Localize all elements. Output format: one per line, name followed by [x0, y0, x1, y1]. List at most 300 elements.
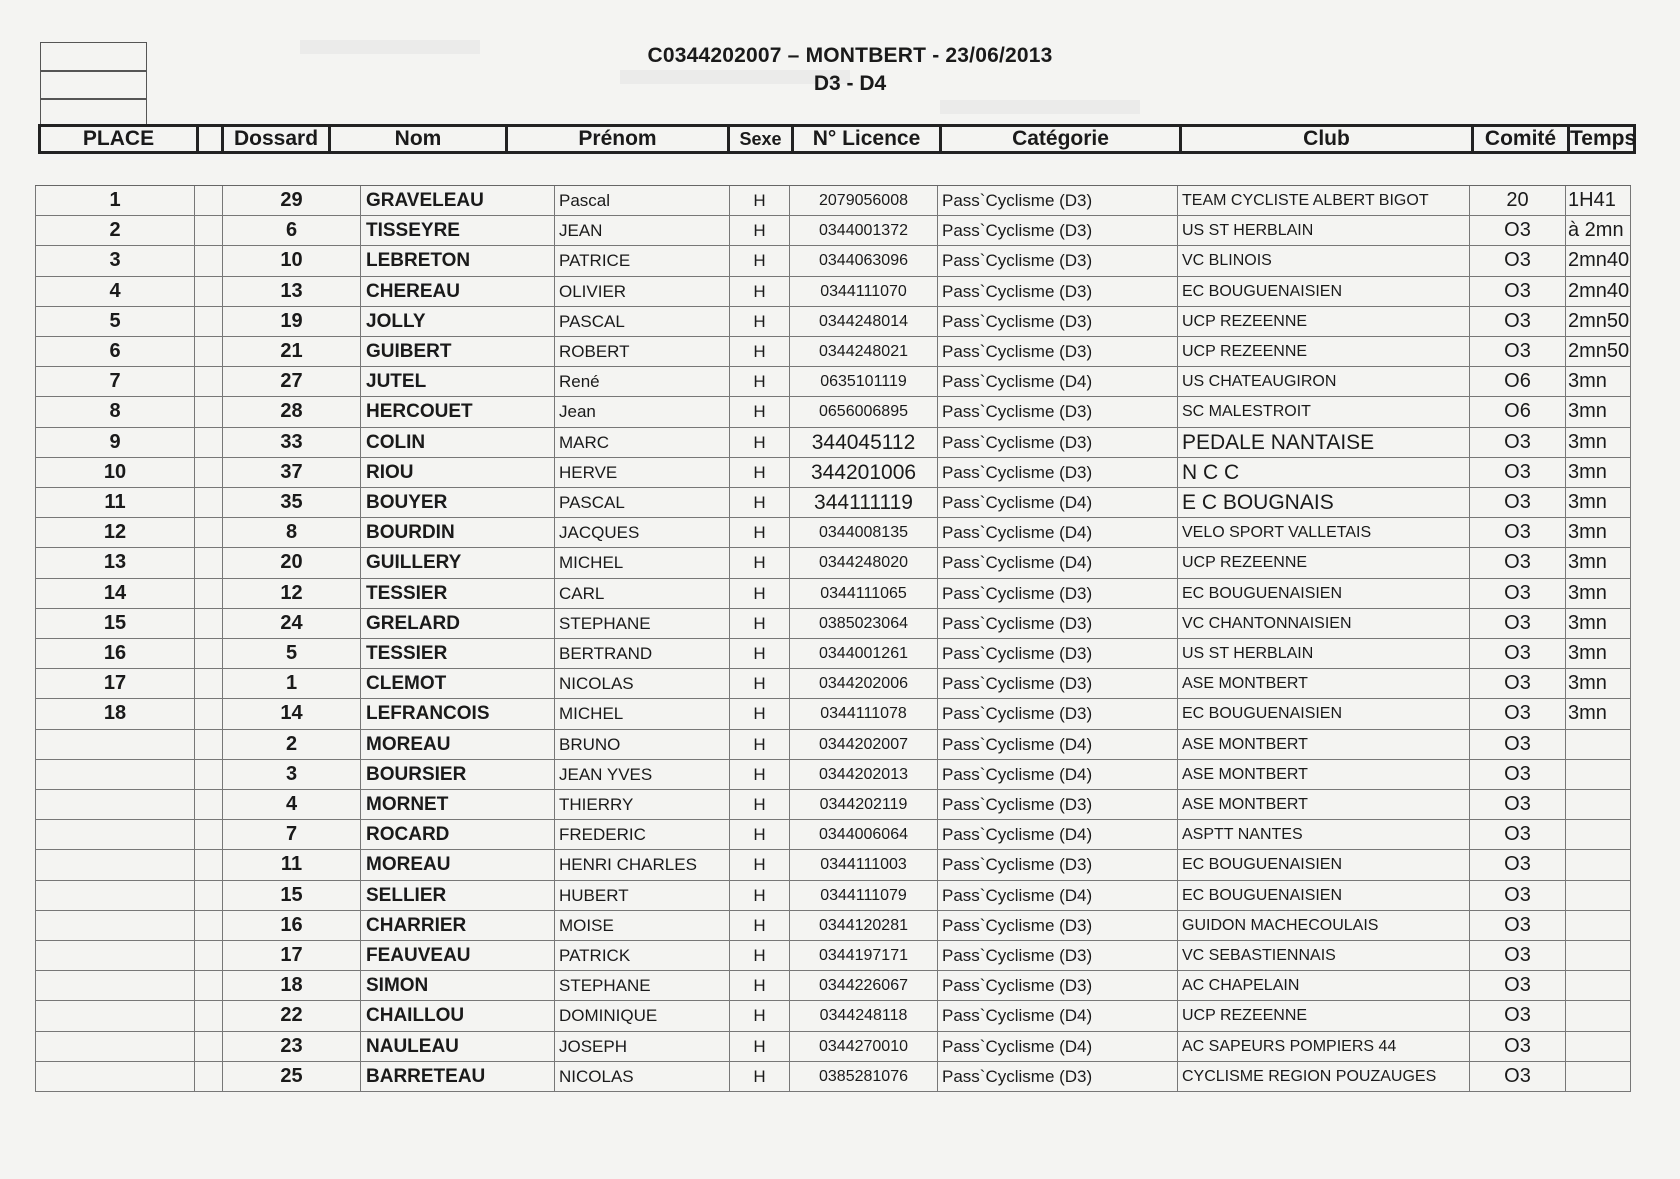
club-cell: CYCLISME REGION POUZAUGES	[1178, 1062, 1470, 1091]
nom-cell: BOURDIN	[361, 518, 555, 547]
licence-cell: 0344001372	[790, 216, 938, 245]
prenom-cell: MICHEL	[555, 548, 730, 577]
club-cell: GUIDON MACHECOULAIS	[1178, 911, 1470, 940]
dossard-cell: 29	[223, 186, 361, 215]
club-cell: UCP REZEENNE	[1178, 307, 1470, 336]
sexe-cell: H	[730, 367, 790, 396]
sexe-cell: H	[730, 216, 790, 245]
categorie-cell: Pass`Cyclisme (D3)	[938, 216, 1178, 245]
prenom-cell: MOISE	[555, 911, 730, 940]
header-categorie: Catégorie	[942, 127, 1182, 151]
gap-cell	[195, 367, 223, 396]
table-row	[35, 216, 1631, 246]
place-cell: 14	[35, 579, 195, 608]
gap-cell	[195, 337, 223, 366]
sexe-cell: H	[730, 246, 790, 275]
place-cell	[35, 790, 195, 819]
nom-cell: FEAUVEAU	[361, 941, 555, 970]
place-cell	[35, 1001, 195, 1030]
table-row	[35, 397, 1631, 427]
table-row	[35, 609, 1631, 639]
dossard-cell: 2	[223, 730, 361, 759]
gap-cell	[195, 850, 223, 879]
gap-cell	[195, 488, 223, 517]
gap-cell	[195, 397, 223, 426]
dossard-cell: 19	[223, 307, 361, 336]
club-cell: PEDALE NANTAISE	[1178, 428, 1470, 457]
categorie-cell: Pass`Cyclisme (D3)	[938, 609, 1178, 638]
temps-cell	[1566, 760, 1631, 789]
gap-cell	[195, 971, 223, 1000]
club-cell: ASPTT NANTES	[1178, 820, 1470, 849]
gap-cell	[195, 579, 223, 608]
gap-cell	[195, 881, 223, 910]
sexe-cell: H	[730, 518, 790, 547]
mini-box-bottom	[40, 98, 147, 126]
gap-cell	[195, 730, 223, 759]
categorie-cell: Pass`Cyclisme (D3)	[938, 639, 1178, 668]
mini-box-top	[40, 42, 147, 72]
gap-cell	[195, 699, 223, 728]
temps-cell: 3mn	[1566, 639, 1631, 668]
table-row	[35, 186, 1631, 216]
prenom-cell: JEAN	[555, 216, 730, 245]
categorie-cell: Pass`Cyclisme (D3)	[938, 699, 1178, 728]
prenom-cell: OLIVIER	[555, 277, 730, 306]
prenom-cell: STEPHANE	[555, 609, 730, 638]
place-cell: 12	[35, 518, 195, 547]
licence-cell: 344201006	[790, 458, 938, 487]
place-cell	[35, 820, 195, 849]
prenom-cell: ROBERT	[555, 337, 730, 366]
comite-cell: O3	[1470, 850, 1566, 879]
prenom-cell: NICOLAS	[555, 669, 730, 698]
nom-cell: JOLLY	[361, 307, 555, 336]
header-licence: N° Licence	[794, 127, 942, 151]
gap-cell	[195, 1001, 223, 1030]
comite-cell: O3	[1470, 1062, 1566, 1091]
place-cell: 15	[35, 609, 195, 638]
nom-cell: CHAILLOU	[361, 1001, 555, 1030]
comite-cell: O3	[1470, 579, 1566, 608]
nom-cell: SIMON	[361, 971, 555, 1000]
club-cell: N C C	[1178, 458, 1470, 487]
categorie-cell: Pass`Cyclisme (D4)	[938, 730, 1178, 759]
sexe-cell: H	[730, 911, 790, 940]
nom-cell: BOUYER	[361, 488, 555, 517]
table-row	[35, 307, 1631, 337]
nom-cell: LEFRANCOIS	[361, 699, 555, 728]
sexe-cell: H	[730, 1032, 790, 1061]
nom-cell: NAULEAU	[361, 1032, 555, 1061]
prenom-cell: STEPHANE	[555, 971, 730, 1000]
dossard-cell: 5	[223, 639, 361, 668]
temps-cell	[1566, 850, 1631, 879]
temps-cell: 3mn	[1566, 428, 1631, 457]
temps-cell: 1H41	[1566, 186, 1631, 215]
licence-cell: 0635101119	[790, 367, 938, 396]
club-cell: AC CHAPELAIN	[1178, 971, 1470, 1000]
categorie-cell: Pass`Cyclisme (D4)	[938, 820, 1178, 849]
place-cell: 2	[35, 216, 195, 245]
temps-cell: 3mn	[1566, 579, 1631, 608]
prenom-cell: Jean	[555, 397, 730, 426]
comite-cell: O3	[1470, 639, 1566, 668]
nom-cell: ROCARD	[361, 820, 555, 849]
table-row	[35, 790, 1631, 820]
page-title: C0344202007 – MONTBERT - 23/06/2013	[647, 44, 1053, 67]
categorie-cell: Pass`Cyclisme (D4)	[938, 367, 1178, 396]
place-cell: 8	[35, 397, 195, 426]
club-cell: EC BOUGUENAISIEN	[1178, 850, 1470, 879]
categorie-cell: Pass`Cyclisme (D3)	[938, 579, 1178, 608]
place-cell	[35, 850, 195, 879]
temps-cell	[1566, 911, 1631, 940]
temps-cell: 2mn50	[1566, 307, 1631, 336]
categorie-cell: Pass`Cyclisme (D4)	[938, 488, 1178, 517]
categorie-cell: Pass`Cyclisme (D3)	[938, 246, 1178, 275]
licence-cell: 0344197171	[790, 941, 938, 970]
prenom-cell: HERVE	[555, 458, 730, 487]
sexe-cell: H	[730, 458, 790, 487]
dossard-cell: 6	[223, 216, 361, 245]
gap-cell	[195, 820, 223, 849]
temps-cell: 3mn	[1566, 488, 1631, 517]
licence-cell: 0344063096	[790, 246, 938, 275]
table-row	[35, 1001, 1631, 1031]
club-cell: AC SAPEURS POMPIERS 44	[1178, 1032, 1470, 1061]
sexe-cell: H	[730, 760, 790, 789]
sexe-cell: H	[730, 428, 790, 457]
gap-cell	[195, 277, 223, 306]
sexe-cell: H	[730, 397, 790, 426]
dossard-cell: 13	[223, 277, 361, 306]
nom-cell: RIOU	[361, 458, 555, 487]
dossard-cell: 35	[223, 488, 361, 517]
gap-cell	[195, 216, 223, 245]
temps-cell: 3mn	[1566, 609, 1631, 638]
dossard-cell: 11	[223, 850, 361, 879]
nom-cell: GRELARD	[361, 609, 555, 638]
licence-cell: 0344202007	[790, 730, 938, 759]
nom-cell: JUTEL	[361, 367, 555, 396]
table-row	[35, 367, 1631, 397]
comite-cell: O3	[1470, 458, 1566, 487]
comite-cell: O3	[1470, 730, 1566, 759]
header-nom: Nom	[331, 127, 508, 151]
club-cell: UCP REZEENNE	[1178, 548, 1470, 577]
gap-cell	[195, 639, 223, 668]
prenom-cell: René	[555, 367, 730, 396]
prenom-cell: BERTRAND	[555, 639, 730, 668]
prenom-cell: FREDERIC	[555, 820, 730, 849]
place-cell	[35, 941, 195, 970]
comite-cell: O3	[1470, 971, 1566, 1000]
comite-cell: O3	[1470, 669, 1566, 698]
licence-cell: 0344202006	[790, 669, 938, 698]
place-cell: 5	[35, 307, 195, 336]
licence-cell: 0656006895	[790, 397, 938, 426]
club-cell: EC BOUGUENAISIEN	[1178, 699, 1470, 728]
column-header-bar	[38, 124, 1636, 154]
table-row	[35, 639, 1631, 669]
club-cell: SC MALESTROIT	[1178, 397, 1470, 426]
dossard-cell: 7	[223, 820, 361, 849]
prenom-cell: JEAN YVES	[555, 760, 730, 789]
temps-cell	[1566, 790, 1631, 819]
header-dossard: Dossard	[224, 127, 331, 151]
nom-cell: MOREAU	[361, 850, 555, 879]
licence-cell: 344111119	[790, 488, 938, 517]
sexe-cell: H	[730, 639, 790, 668]
nom-cell: HERCOUET	[361, 397, 555, 426]
club-cell: VC SEBASTIENNAIS	[1178, 941, 1470, 970]
place-cell	[35, 1062, 195, 1091]
sexe-cell: H	[730, 850, 790, 879]
comite-cell: O6	[1470, 397, 1566, 426]
comite-cell: O3	[1470, 277, 1566, 306]
comite-cell: O3	[1470, 428, 1566, 457]
sexe-cell: H	[730, 488, 790, 517]
table-row	[35, 911, 1631, 941]
temps-cell: 3mn	[1566, 669, 1631, 698]
dossard-cell: 20	[223, 548, 361, 577]
categorie-cell: Pass`Cyclisme (D3)	[938, 397, 1178, 426]
licence-cell: 0344008135	[790, 518, 938, 547]
results-table	[35, 185, 1631, 1087]
categorie-cell: Pass`Cyclisme (D3)	[938, 911, 1178, 940]
place-cell: 18	[35, 699, 195, 728]
place-cell: 17	[35, 669, 195, 698]
categorie-cell: Pass`Cyclisme (D3)	[938, 307, 1178, 336]
dossard-cell: 10	[223, 246, 361, 275]
dossard-cell: 12	[223, 579, 361, 608]
club-cell: US CHATEAUGIRON	[1178, 367, 1470, 396]
place-cell: 11	[35, 488, 195, 517]
dossard-cell: 28	[223, 397, 361, 426]
licence-cell: 2079056008	[790, 186, 938, 215]
comite-cell: O3	[1470, 307, 1566, 336]
comite-cell: O3	[1470, 488, 1566, 517]
temps-cell	[1566, 1001, 1631, 1030]
licence-cell: 0344111065	[790, 579, 938, 608]
nom-cell: CHEREAU	[361, 277, 555, 306]
dossard-cell: 37	[223, 458, 361, 487]
dossard-cell: 16	[223, 911, 361, 940]
comite-cell: O6	[1470, 367, 1566, 396]
temps-cell: 3mn	[1566, 367, 1631, 396]
categorie-cell: Pass`Cyclisme (D3)	[938, 337, 1178, 366]
gap-cell	[195, 548, 223, 577]
club-cell: VC CHANTONNAISIEN	[1178, 609, 1470, 638]
gap-cell	[195, 246, 223, 275]
nom-cell: GRAVELEAU	[361, 186, 555, 215]
table-row	[35, 971, 1631, 1001]
prenom-cell: PATRICK	[555, 941, 730, 970]
club-cell: VC BLINOIS	[1178, 246, 1470, 275]
table-row	[35, 428, 1631, 458]
nom-cell: TISSEYRE	[361, 216, 555, 245]
gap-cell	[195, 186, 223, 215]
comite-cell: O3	[1470, 518, 1566, 547]
nom-cell: CHARRIER	[361, 911, 555, 940]
prenom-cell: DOMINIQUE	[555, 1001, 730, 1030]
dossard-cell: 4	[223, 790, 361, 819]
dossard-cell: 23	[223, 1032, 361, 1061]
club-cell: US ST HERBLAIN	[1178, 216, 1470, 245]
categorie-cell: Pass`Cyclisme (D3)	[938, 941, 1178, 970]
temps-cell	[1566, 941, 1631, 970]
dossard-cell: 27	[223, 367, 361, 396]
licence-cell: 0344202013	[790, 760, 938, 789]
dossard-cell: 15	[223, 881, 361, 910]
licence-cell: 0344248014	[790, 307, 938, 336]
table-row	[35, 699, 1631, 729]
prenom-cell: MICHEL	[555, 699, 730, 728]
temps-cell: 3mn	[1566, 458, 1631, 487]
nom-cell: COLIN	[361, 428, 555, 457]
licence-cell: 0344270010	[790, 1032, 938, 1061]
club-cell: E C BOUGNAIS	[1178, 488, 1470, 517]
place-cell: 7	[35, 367, 195, 396]
sexe-cell: H	[730, 669, 790, 698]
club-cell: UCP REZEENNE	[1178, 1001, 1470, 1030]
place-cell: 4	[35, 277, 195, 306]
licence-cell: 0344006064	[790, 820, 938, 849]
dossard-cell: 18	[223, 971, 361, 1000]
table-row	[35, 760, 1631, 790]
temps-cell: 3mn	[1566, 518, 1631, 547]
sexe-cell: H	[730, 699, 790, 728]
categorie-cell: Pass`Cyclisme (D4)	[938, 548, 1178, 577]
gap-cell	[195, 760, 223, 789]
table-row	[35, 277, 1631, 307]
place-cell: 9	[35, 428, 195, 457]
page-subtitle: D3 - D4	[813, 72, 887, 95]
prenom-cell: THIERRY	[555, 790, 730, 819]
sexe-cell: H	[730, 971, 790, 1000]
place-cell	[35, 971, 195, 1000]
table-row	[35, 518, 1631, 548]
nom-cell: BARRETEAU	[361, 1062, 555, 1091]
dossard-cell: 33	[223, 428, 361, 457]
licence-cell: 0344001261	[790, 639, 938, 668]
prenom-cell: BRUNO	[555, 730, 730, 759]
categorie-cell: Pass`Cyclisme (D4)	[938, 518, 1178, 547]
prenom-cell: PATRICE	[555, 246, 730, 275]
prenom-cell: CARL	[555, 579, 730, 608]
table-row	[35, 820, 1631, 850]
table-row	[35, 458, 1631, 488]
header-comite: Comité	[1474, 127, 1570, 151]
dossard-cell: 14	[223, 699, 361, 728]
licence-cell: 0344111078	[790, 699, 938, 728]
categorie-cell: Pass`Cyclisme (D3)	[938, 277, 1178, 306]
comite-cell: O3	[1470, 881, 1566, 910]
club-cell: EC BOUGUENAISIEN	[1178, 579, 1470, 608]
comite-cell: O3	[1470, 941, 1566, 970]
table-row	[35, 488, 1631, 518]
prenom-cell: PASCAL	[555, 307, 730, 336]
dossard-cell: 1	[223, 669, 361, 698]
place-cell: 16	[35, 639, 195, 668]
categorie-cell: Pass`Cyclisme (D3)	[938, 186, 1178, 215]
licence-cell: 0385023064	[790, 609, 938, 638]
sexe-cell: H	[730, 277, 790, 306]
prenom-cell: HENRI CHARLES	[555, 850, 730, 879]
categorie-cell: Pass`Cyclisme (D4)	[938, 1001, 1178, 1030]
gap-cell	[195, 941, 223, 970]
sexe-cell: H	[730, 881, 790, 910]
comite-cell: O3	[1470, 548, 1566, 577]
comite-cell: O3	[1470, 246, 1566, 275]
gap-cell	[195, 1032, 223, 1061]
temps-cell	[1566, 881, 1631, 910]
nom-cell: TESSIER	[361, 579, 555, 608]
categorie-cell: Pass`Cyclisme (D3)	[938, 790, 1178, 819]
comite-cell: O3	[1470, 790, 1566, 819]
comite-cell: O3	[1470, 911, 1566, 940]
sexe-cell: H	[730, 186, 790, 215]
licence-cell: 344045112	[790, 428, 938, 457]
temps-cell: 3mn	[1566, 699, 1631, 728]
sexe-cell: H	[730, 337, 790, 366]
licence-cell: 0344111003	[790, 850, 938, 879]
licence-cell: 0344202119	[790, 790, 938, 819]
dossard-cell: 25	[223, 1062, 361, 1091]
dossard-cell: 17	[223, 941, 361, 970]
table-row	[35, 941, 1631, 971]
header-spacer	[199, 127, 224, 151]
sexe-cell: H	[730, 730, 790, 759]
header-club: Club	[1182, 127, 1474, 151]
club-cell: ASE MONTBERT	[1178, 760, 1470, 789]
categorie-cell: Pass`Cyclisme (D3)	[938, 971, 1178, 1000]
comite-cell: 20	[1470, 186, 1566, 215]
sexe-cell: H	[730, 820, 790, 849]
categorie-cell: Pass`Cyclisme (D4)	[938, 881, 1178, 910]
place-cell: 3	[35, 246, 195, 275]
table-row	[35, 337, 1631, 367]
sexe-cell: H	[730, 1001, 790, 1030]
table-row	[35, 730, 1631, 760]
table-row	[35, 881, 1631, 911]
table-row	[35, 1032, 1631, 1062]
categorie-cell: Pass`Cyclisme (D3)	[938, 458, 1178, 487]
prenom-cell: JACQUES	[555, 518, 730, 547]
categorie-cell: Pass`Cyclisme (D4)	[938, 760, 1178, 789]
temps-cell	[1566, 1032, 1631, 1061]
temps-cell: à 2mn	[1566, 216, 1631, 245]
licence-cell: 0344248021	[790, 337, 938, 366]
table-row	[35, 850, 1631, 880]
prenom-cell: JOSEPH	[555, 1032, 730, 1061]
gap-cell	[195, 428, 223, 457]
gap-cell	[195, 790, 223, 819]
sexe-cell: H	[730, 307, 790, 336]
header-temps: Temps	[1570, 127, 1637, 150]
place-cell: 6	[35, 337, 195, 366]
prenom-cell: MARC	[555, 428, 730, 457]
prenom-cell: PASCAL	[555, 488, 730, 517]
club-cell: ASE MONTBERT	[1178, 790, 1470, 819]
place-cell: 1	[35, 186, 195, 215]
gap-cell	[195, 518, 223, 547]
licence-cell: 0344226067	[790, 971, 938, 1000]
sexe-cell: H	[730, 1062, 790, 1091]
table-row	[35, 1062, 1631, 1092]
temps-cell: 2mn50	[1566, 337, 1631, 366]
